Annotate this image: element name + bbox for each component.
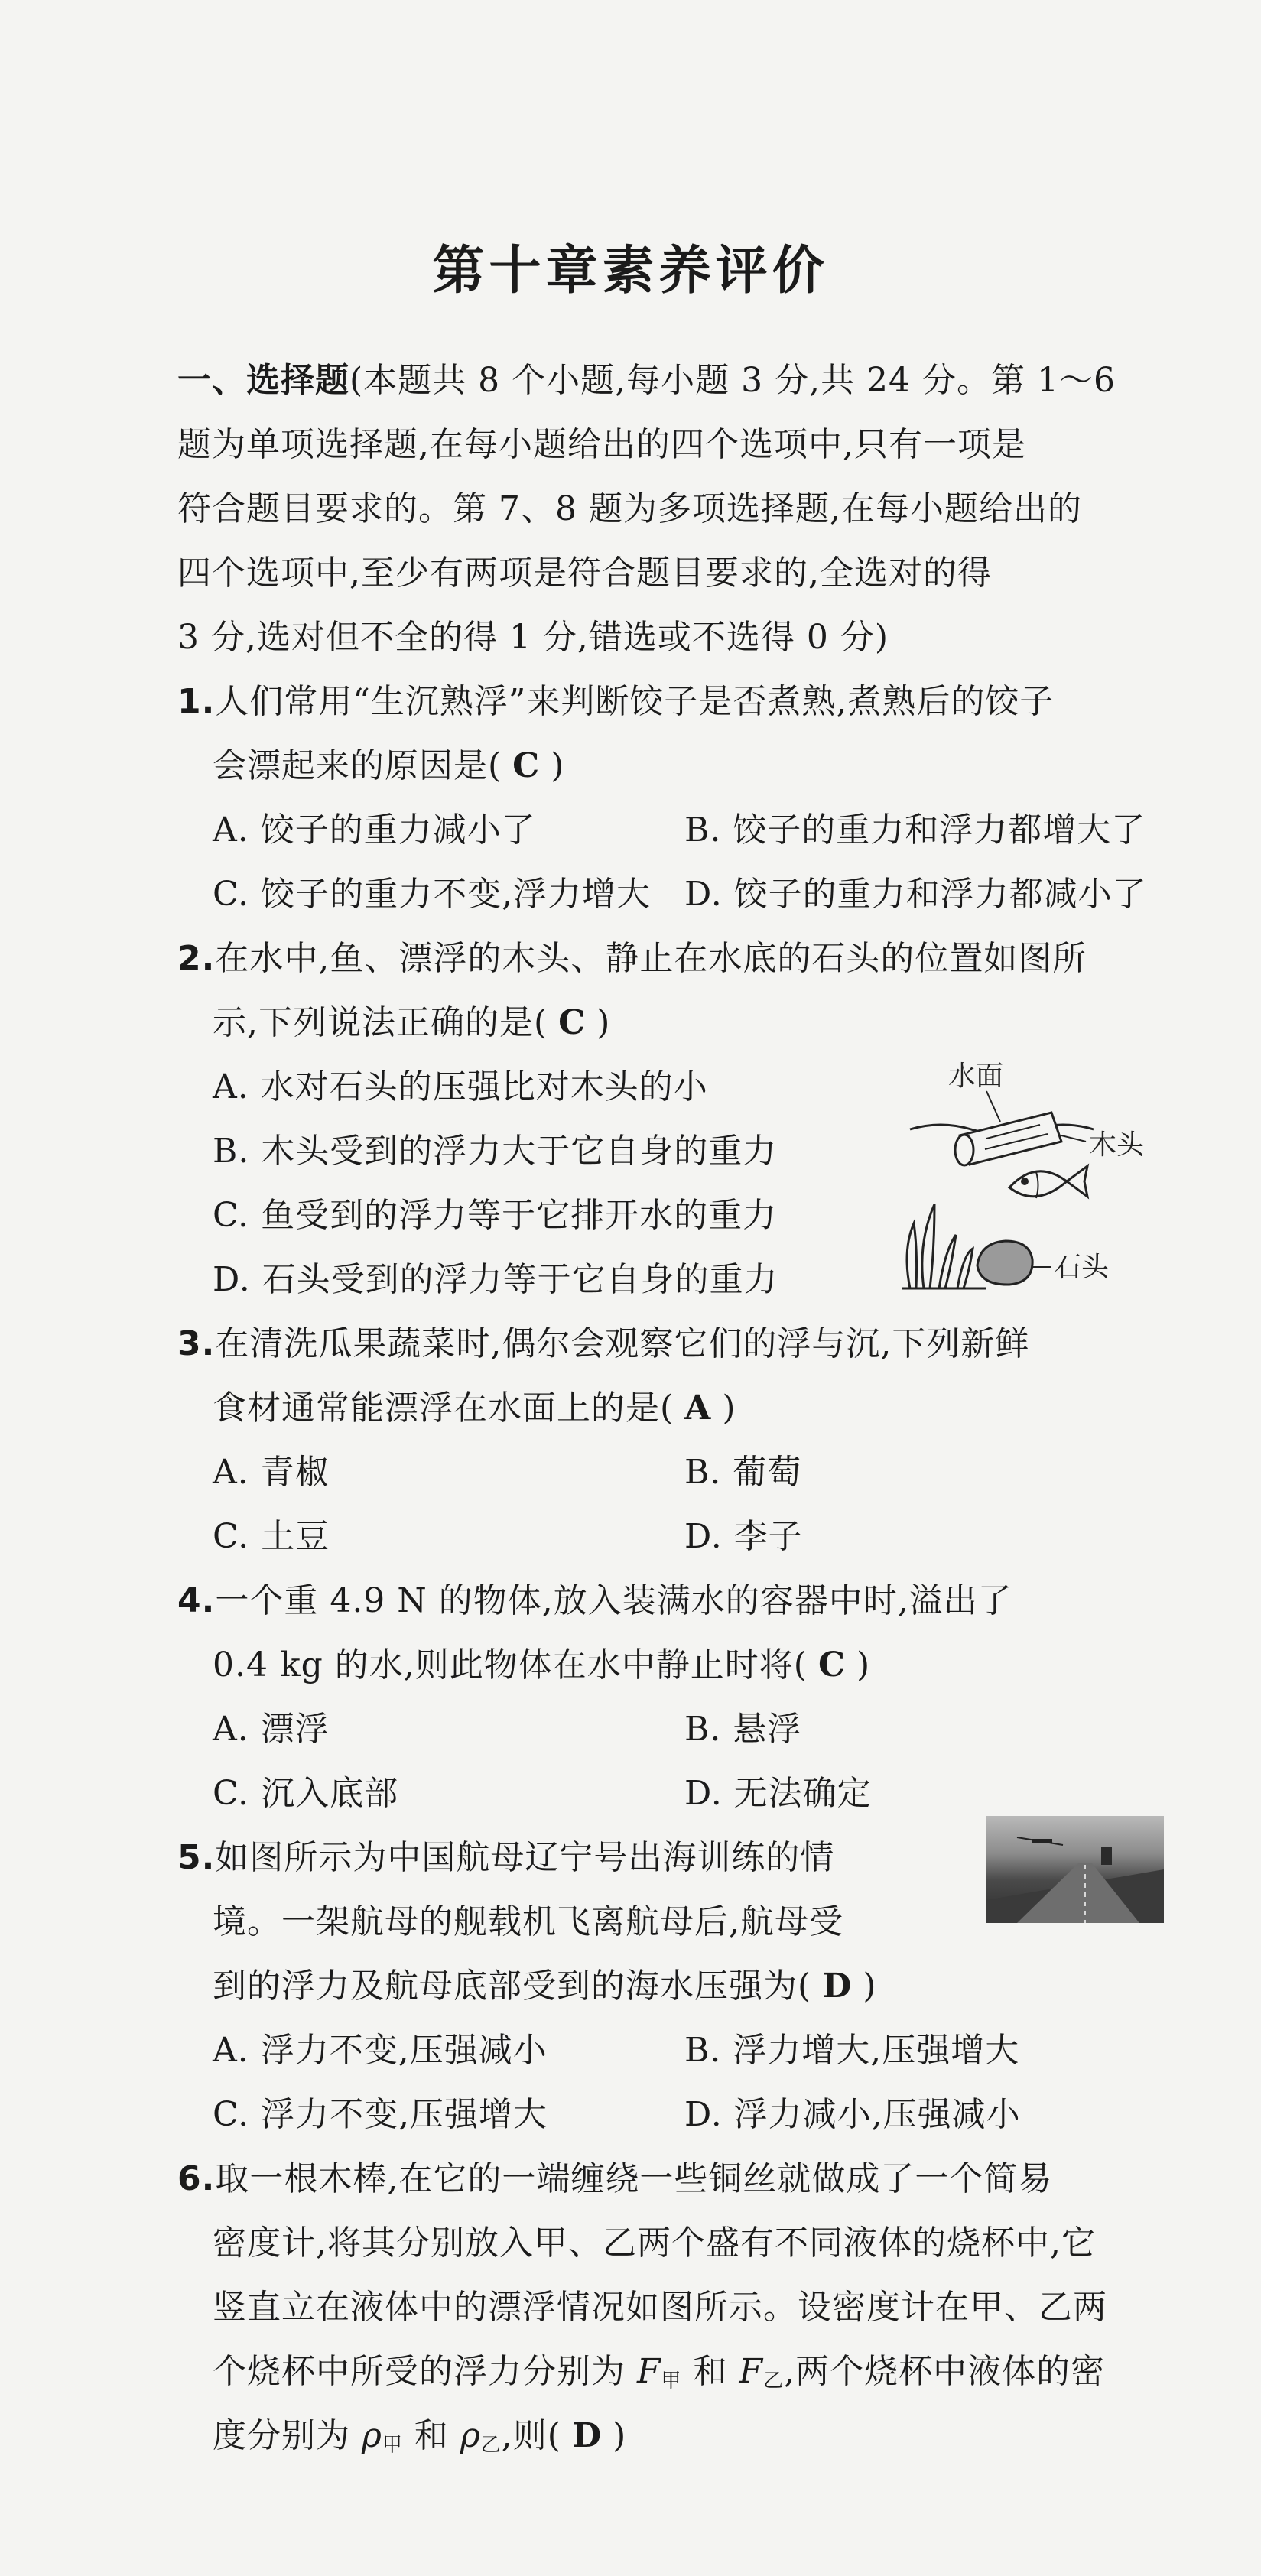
q2-option-b: B. 木头受到的浮力大于它自身的重力: [213, 1132, 778, 1171]
density-jia: $\rho_甲$: [362, 2416, 403, 2457]
section-intro-line-5: 3 分,选对但不全的得 1 分,错选或不选得 0 分): [177, 618, 889, 657]
wood-label: 木头: [1089, 1129, 1145, 1161]
q3-option-b: B. 葡萄: [684, 1453, 802, 1492]
q1-option-d: D. 饺子的重力和浮力都减小了: [684, 875, 1147, 914]
force-jia: $F_甲$: [637, 2352, 682, 2392]
section-intro-line-3: 符合题目要求的。第 7、8 题为多项选择题,在每小题给出的: [177, 489, 1082, 528]
force-yi: $F_乙$: [739, 2352, 785, 2392]
q6-answer: D: [571, 2416, 603, 2455]
page-title: 第十章素养评价: [432, 241, 829, 301]
q2-option-a: A. 水对石头的压强比对木头的小: [213, 1067, 708, 1106]
q4-stem-line-2: 0.4 kg 的水,则此物体在水中静止时将( C ): [213, 1645, 871, 1684]
q6-stem-line-1: 6.取一根木棒,在它的一端缠绕一些铜丝就做成了一个简易: [177, 2159, 1053, 2198]
seaweed-icon: [902, 1204, 986, 1288]
water-label-pointer: [986, 1091, 1000, 1122]
q6-stem-line-5: 度分别为 $\rho_甲$ 和 $\rho_乙$,则( D ): [213, 2416, 627, 2457]
water-surface-label: 水面: [948, 1061, 1004, 1092]
aircraft-carrier-photo: [986, 1816, 1164, 1923]
q2-option-c: C. 鱼受到的浮力等于它排开水的重力: [213, 1196, 778, 1235]
q5-option-d: D. 浮力减小,压强减小: [684, 2095, 1021, 2134]
q4-option-c: C. 沉入底部: [213, 1774, 399, 1813]
q4-answer: C: [817, 1645, 846, 1684]
section-heading: 一、选择题: [177, 361, 349, 400]
wood-label-pointer: [1061, 1135, 1086, 1142]
density-yi: $\rho_乙$: [460, 2416, 502, 2457]
q1-stem-line-1: 1.人们常用“生沉熟浮”来判断饺子是否煮熟,煮熟后的饺子: [177, 682, 1055, 721]
q5-stem-line-2: 境。一架航母的舰载机飞离航母后,航母受: [213, 1902, 843, 1941]
q2-figure: [895, 1059, 1170, 1311]
q4-option-a: A. 漂浮: [213, 1710, 330, 1749]
wood-log-icon: [955, 1113, 1061, 1165]
q3-option-d: D. 李子: [684, 1517, 803, 1556]
q3-stem-line-1: 3.在清洗瓜果蔬菜时,偶尔会观察它们的浮与沉,下列新鲜: [177, 1324, 1030, 1363]
q3-option-c: C. 土豆: [213, 1517, 330, 1556]
q3-option-a: A. 青椒: [213, 1453, 330, 1492]
q5-option-b: B. 浮力增大,压强增大: [684, 2031, 1020, 2070]
q6-stem-line-4: 个烧杯中所受的浮力分别为 $F_甲$ 和 $F_乙$,两个烧杯中液体的密: [213, 2352, 1106, 2392]
fish-icon: [1009, 1166, 1087, 1198]
q6-stem-line-2: 密度计,将其分别放入甲、乙两个盛有不同液体的烧杯中,它: [213, 2224, 1096, 2263]
q2-option-d: D. 石头受到的浮力等于它自身的重力: [213, 1260, 778, 1299]
q4-option-b: B. 悬浮: [684, 1710, 802, 1749]
q3-stem-line-2: 食材通常能漂浮在水面上的是( A ): [213, 1389, 736, 1428]
q4-stem-line-1: 4.一个重 4.9 N 的物体,放入装满水的容器中时,溢出了: [177, 1581, 1012, 1620]
q4-option-d: D. 无法确定: [684, 1774, 872, 1813]
stone-icon: [977, 1241, 1032, 1285]
q1-option-b: B. 饺子的重力和浮力都增大了: [684, 810, 1146, 849]
section-intro-line-1: 一、选择题(本题共 8 个小题,每小题 3 分,共 24 分。第 1～6: [177, 361, 1116, 400]
section-intro-line-4: 四个选项中,至少有两项是符合题目要求的,全选对的得: [177, 554, 992, 593]
q5-option-c: C. 浮力不变,压强增大: [213, 2095, 548, 2134]
q2-stem-line-2: 示,下列说法正确的是( C ): [213, 1003, 611, 1042]
q5-answer: D: [822, 1967, 853, 2006]
stone-label: 石头: [1054, 1252, 1110, 1283]
q2-answer: C: [558, 1003, 587, 1042]
q3-answer: A: [684, 1389, 712, 1428]
q2-stem-line-1: 2.在水中,鱼、漂浮的木头、静止在水底的石头的位置如图所: [177, 939, 1087, 978]
q1-stem-line-2: 会漂起来的原因是( C ): [213, 746, 565, 785]
q6-stem-line-3: 竖直立在液体中的漂浮情况如图所示。设密度计在甲、乙两: [213, 2288, 1107, 2327]
q1-option-c: C. 饺子的重力不变,浮力增大: [213, 875, 652, 914]
q1-option-a: A. 饺子的重力减小了: [213, 810, 536, 849]
q5-option-a: A. 浮力不变,压强减小: [213, 2031, 548, 2070]
q5-stem-line-1: 5.如图所示为中国航母辽宁号出海训练的情: [177, 1838, 835, 1877]
q5-stem-line-3: 到的浮力及航母底部受到的海水压强为( D ): [213, 1967, 877, 2006]
section-intro-line-2: 题为单项选择题,在每小题给出的四个选项中,只有一项是: [177, 425, 1026, 464]
q1-answer: C: [512, 746, 541, 785]
